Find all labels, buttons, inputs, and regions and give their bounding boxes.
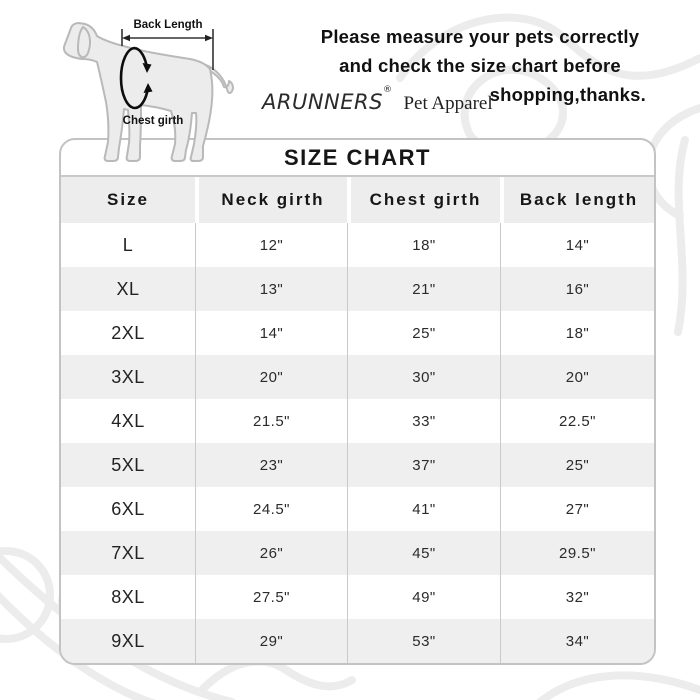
value-cell: 23" <box>195 443 347 487</box>
table-header-row <box>61 177 654 223</box>
value-cell: 27" <box>500 487 654 531</box>
value-cell: 32" <box>500 575 654 619</box>
note-line-3: shopping,thanks. <box>489 84 646 105</box>
value-cell: 21.5" <box>195 399 347 443</box>
table-row <box>61 531 654 575</box>
size-cell: 6XL <box>111 498 145 519</box>
value-cell: 20" <box>195 355 347 399</box>
value-cell: 14" <box>500 223 654 267</box>
arrowhead-left <box>122 35 130 41</box>
value-cell: 33" <box>347 399 500 443</box>
chest-girth-label: Chest girth <box>122 115 184 127</box>
brand-suffix: Pet Apparel <box>403 93 493 114</box>
size-cell: 2XL <box>111 322 145 343</box>
table-row <box>61 311 654 355</box>
value-cell: 25" <box>347 311 500 355</box>
value-cell: 18" <box>347 223 500 267</box>
size-cell: 5XL <box>111 454 145 475</box>
size-cell: XL <box>116 278 140 299</box>
value-cell: 14" <box>195 311 347 355</box>
note-line-1: Please measure your pets correctly <box>320 26 640 47</box>
value-cell: 22.5" <box>500 399 654 443</box>
registered-mark: ® <box>382 85 393 95</box>
table-row <box>61 355 654 399</box>
size-cell: 8XL <box>111 586 145 607</box>
value-cell: 16" <box>500 267 654 311</box>
value-cell: 45" <box>347 531 500 575</box>
table-row <box>61 487 654 531</box>
value-cell: 12" <box>195 223 347 267</box>
value-cell: 13" <box>195 267 347 311</box>
size-cell: 7XL <box>111 542 145 563</box>
brand <box>262 85 493 115</box>
value-cell: 29" <box>195 619 347 663</box>
size-cell: 3XL <box>111 366 145 387</box>
value-cell: 29.5" <box>500 531 654 575</box>
table-row <box>61 223 654 267</box>
size-cell: 4XL <box>111 410 145 431</box>
value-cell: 37" <box>347 443 500 487</box>
back-length-label: Back Length <box>133 19 203 31</box>
column-header: Size <box>61 177 195 223</box>
dog-measurement-diagram <box>45 10 245 174</box>
column-header: Chest girth <box>347 177 500 223</box>
value-cell: 24.5" <box>195 487 347 531</box>
table-row <box>61 399 654 443</box>
value-cell: 41" <box>347 487 500 531</box>
value-cell: 26" <box>195 531 347 575</box>
table-row <box>61 619 654 663</box>
value-cell: 25" <box>500 443 654 487</box>
column-header: Neck girth <box>195 177 347 223</box>
brand-logo: ARUNNERS® <box>262 85 393 114</box>
table-row <box>61 575 654 619</box>
value-cell: 18" <box>500 311 654 355</box>
table-row <box>61 443 654 487</box>
dog-ear <box>78 27 90 57</box>
arrowhead-right <box>205 35 213 41</box>
table-row <box>61 267 654 311</box>
value-cell: 21" <box>347 267 500 311</box>
table-body <box>61 223 654 663</box>
size-chart-title: SIZE CHART <box>61 140 654 177</box>
value-cell: 27.5" <box>195 575 347 619</box>
size-cell: L <box>122 234 134 255</box>
value-cell: 34" <box>500 619 654 663</box>
value-cell: 53" <box>347 619 500 663</box>
column-header: Back length <box>500 177 654 223</box>
value-cell: 20" <box>500 355 654 399</box>
value-cell: 30" <box>347 355 500 399</box>
value-cell: 49" <box>347 575 500 619</box>
size-chart-card <box>59 138 656 665</box>
note-line-2: and check the size chart before <box>339 55 621 76</box>
size-cell: 9XL <box>111 630 145 651</box>
